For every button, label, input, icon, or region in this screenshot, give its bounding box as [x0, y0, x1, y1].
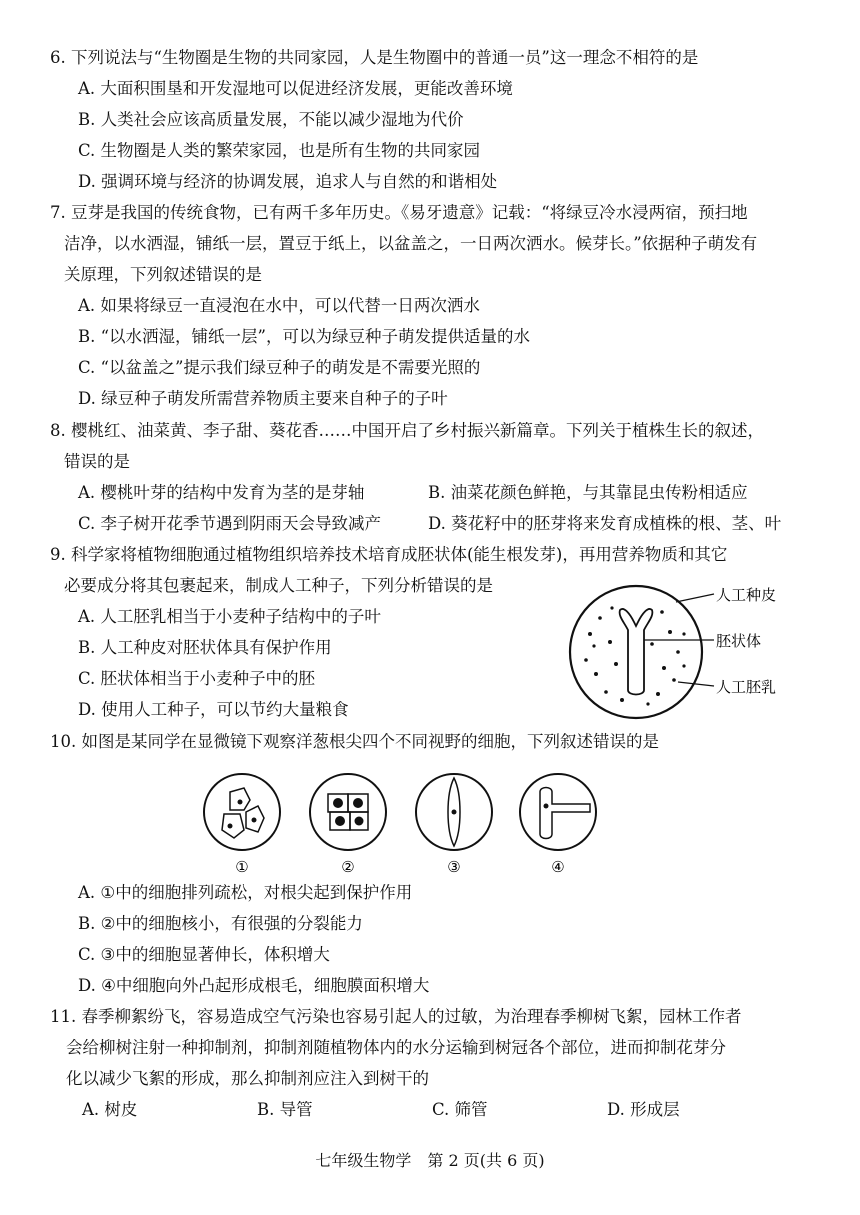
- root-tip-cells-figure: [200, 770, 600, 882]
- question-stem-line: 洁净，以水洒湿，铺纸一层，置豆于纸上，以盆盖之，一日两次洒水。候芽长。”依据种子萌发有: [64, 234, 758, 253]
- option-d: D. 强调环境与经济的协调发展，追求人与自然的和谐相处: [78, 172, 498, 191]
- view-label-3: ③: [447, 858, 461, 876]
- question-8: [50, 415, 820, 539]
- view-label-4: ④: [551, 858, 565, 876]
- view-label-2: ②: [341, 858, 355, 876]
- question-stem: 10. 如图是某同学在显微镜下观察洋葱根尖四个不同视野的细胞，下列叙述错误的是: [50, 732, 659, 751]
- view-1-root-cap: [204, 774, 280, 850]
- question-stem-line: 7. 豆芽是我国的传统食物，已有两千多年历史。《易牙遗意》记载：“将绿豆冷水浸两宿，预扫地: [50, 203, 748, 222]
- question-stem-line: 11. 春季柳絮纷飞，容易造成空气污染也容易引起人的过敏，为治理春季柳树飞絮，园林工作者: [50, 1007, 742, 1026]
- embryoid-shape: [620, 609, 653, 695]
- option-b: B. 人类社会应该高质量发展，不能以减少湿地为代价: [78, 110, 464, 129]
- question-10-options: [50, 877, 820, 1001]
- question-7: [50, 197, 820, 414]
- option-a: A. 人工胚乳相当于小麦种子结构中的子叶: [78, 607, 381, 626]
- option-d: D. 绿豆种子萌发所需营养物质主要来自种子的子叶: [78, 389, 448, 408]
- option-a: A. 如果将绿豆一直浸泡在水中，可以代替一日两次洒水: [78, 296, 480, 315]
- view-2-meristem: [310, 774, 386, 850]
- option-b: B. 人工种皮对胚状体具有保护作用: [78, 638, 332, 657]
- option-b: B. ②中的细胞核小，有很强的分裂能力: [78, 914, 363, 933]
- option-d: D. 葵花籽中的胚芽将来发育成植株的根、茎、叶: [428, 514, 782, 533]
- option-c: C. 李子树开花季节遇到阴雨天会导致减产: [78, 514, 382, 533]
- page-footer: 七年级生物学 第 2 页(共 6 页): [315, 1151, 545, 1170]
- option-c: C. 胚状体相当于小麦种子中的胚: [78, 669, 316, 688]
- question-stem-line: 必要成分将其包裹起来，制成人工种子，下列分析错误的是: [64, 576, 493, 595]
- question-stem-line: 8. 樱桃红、油菜黄、李子甜、葵花香……中国开启了乡村振兴新篇章。下列关于植株生长的叙述，: [50, 421, 764, 440]
- artificial-seed-figure: [566, 582, 820, 722]
- view-3-elongation: [416, 774, 492, 850]
- label-embryoid: 胚状体: [716, 632, 762, 650]
- label-line: [678, 682, 714, 686]
- question-stem-line: 关原理，下列叙述错误的是: [64, 265, 262, 284]
- question-11: [50, 1001, 820, 1125]
- option-b: B. “以水洒湿，铺纸一层”，可以为绿豆种子萌发提供适量的水: [78, 327, 530, 346]
- view-4-root-hair: [520, 774, 596, 850]
- option-d: D. 形成层: [607, 1100, 680, 1119]
- question-stem: 6. 下列说法与“生物圈是生物的共同家园，人是生物圈中的普通一员”这一理念不相符的是: [50, 48, 699, 67]
- view-label-1: ①: [235, 858, 249, 876]
- question-stem-line: 9. 科学家将植物细胞通过植物组织培养技术培育成胚状体(能生根发芽)，再用营养物质和其它: [50, 545, 728, 564]
- option-c: C. ③中的细胞显著伸长，体积增大: [78, 945, 330, 964]
- label-line: [676, 594, 714, 602]
- question-stem-line: 错误的是: [64, 452, 130, 471]
- label-seed-coat: 人工种皮: [716, 586, 777, 604]
- option-a: A. 樱桃叶芽的结构中发育为茎的是芽轴: [78, 483, 365, 502]
- option-a: A. 树皮: [82, 1100, 138, 1119]
- option-a: A. ①中的细胞排列疏松，对根尖起到保护作用: [78, 883, 413, 902]
- option-b: B. 导管: [257, 1100, 313, 1119]
- option-c: C. “以盆盖之”提示我们绿豆种子的萌发是不需要光照的: [78, 358, 481, 377]
- question-stem-line: 化以减少飞絮的形成，那么抑制剂应注入到树干的: [66, 1069, 429, 1088]
- option-a: A. 大面积围垦和开发湿地可以促进经济发展，更能改善环境: [78, 79, 513, 98]
- label-endosperm: 人工胚乳: [716, 678, 777, 696]
- question-6: [50, 42, 820, 197]
- option-d: D. ④中细胞向外凸起形成根毛，细胞膜面积增大: [78, 976, 430, 995]
- option-b: B. 油菜花颜色鲜艳，与其靠昆虫传粉相适应: [428, 483, 748, 502]
- option-d: D. 使用人工种子，可以节约大量粮食: [78, 700, 349, 719]
- question-stem-line: 会给柳树注射一种抑制剂，抑制剂随植物体内的水分运输到树冠各个部位，进而抑制花芽分: [66, 1038, 726, 1057]
- option-c: C. 生物圈是人类的繁荣家园，也是所有生物的共同家园: [78, 141, 481, 160]
- question-10: [50, 726, 820, 757]
- option-c: C. 筛管: [432, 1100, 488, 1119]
